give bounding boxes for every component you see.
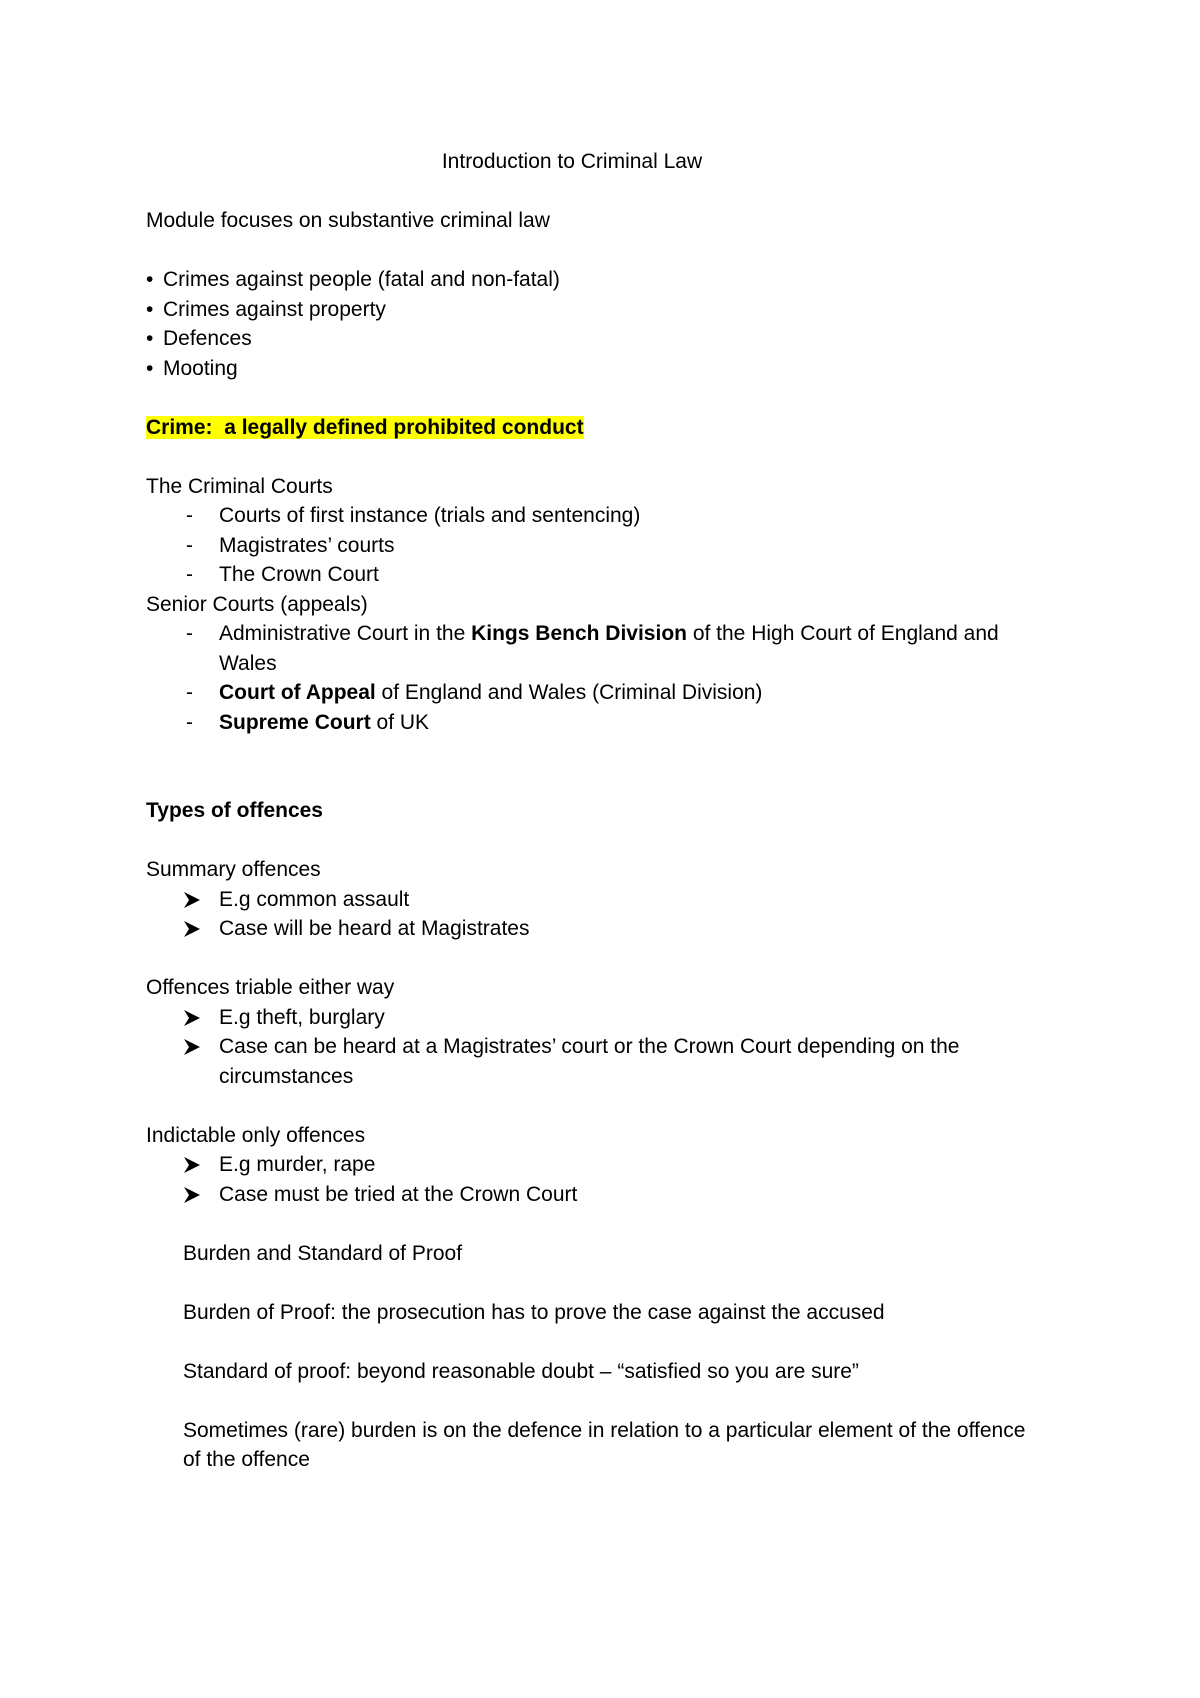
dash-icon: -: [186, 710, 193, 734]
bullet-icon: •: [146, 327, 154, 350]
bullet-icon: •: [146, 297, 154, 321]
criminal-courts-heading: The Criminal Courts: [146, 474, 333, 498]
indictable-heading: Indictable only offences: [146, 1123, 366, 1147]
summary-offences-list: [146, 885, 1046, 944]
document-title: Introduction to Criminal Law: [441, 150, 703, 173]
list-item: Case must be tried at the Crown Court: [146, 1180, 1046, 1210]
dash-icon: -: [186, 533, 193, 557]
module-intro: Module focuses on substantive criminal law: [146, 209, 550, 232]
list-item: • Crimes against people (fatal and non-fatal): [146, 265, 1046, 295]
arrow-bullet-icon: [182, 1009, 202, 1027]
crime-definition-text: a legally defined prohibited conduct: [212, 415, 584, 439]
list-item: - Court of Appeal of England and Wales (Criminal Division): [146, 678, 1046, 708]
list-item: - Administrative Court in the Kings Bench Division of the High Court of England and Wales: [146, 619, 1046, 678]
either-way-list: [146, 1003, 1046, 1092]
list-item: • Crimes against property: [146, 295, 1046, 325]
list-item: - Magistrates’ courts: [146, 531, 1046, 561]
bullet-icon: •: [146, 268, 154, 291]
module-topics-list: [146, 265, 1046, 383]
dash-icon: -: [186, 622, 193, 645]
list-item: • Defences: [146, 324, 1046, 354]
reverse-burden-note: Sometimes (rare) burden is on the defence in relation to a particular element of the offence of the offence: [183, 1418, 1026, 1471]
senior-courts-heading: Senior Courts (appeals): [146, 592, 368, 616]
arrow-bullet-icon: [182, 891, 202, 909]
crime-definition-highlight: [146, 416, 584, 439]
dash-icon: -: [186, 563, 193, 586]
criminal-courts-list: [146, 501, 1046, 590]
types-of-offences-heading: Types of offences: [146, 799, 323, 822]
either-way-heading: Offences triable either way: [146, 976, 395, 999]
proof-heading: Burden and Standard of Proof: [183, 1241, 463, 1265]
list-item: - Courts of first instance (trials and sentencing): [146, 501, 1046, 531]
list-item: - The Crown Court: [146, 560, 1046, 590]
list-item: E.g common assault: [146, 885, 1046, 915]
list-item: Case will be heard at Magistrates: [146, 914, 1046, 944]
list-item: Case can be heard at a Magistrates’ court or the Crown Court depending on the circumstances: [146, 1032, 1046, 1091]
list-item: E.g murder, rape: [146, 1150, 1046, 1180]
senior-courts-list: [146, 619, 1046, 737]
arrow-bullet-icon: [182, 920, 202, 938]
arrow-bullet-icon: [182, 1156, 202, 1174]
crime-definition: [146, 413, 1046, 443]
list-item: • Mooting: [146, 354, 1046, 384]
summary-offences-heading: Summary offences: [146, 858, 321, 881]
standard-of-proof: Standard of proof: beyond reasonable doubt – “satisfied so you are sure”: [183, 1359, 859, 1383]
list-item: E.g theft, burglary: [146, 1003, 1046, 1033]
burden-of-proof: Burden of Proof: the prosecution has to prove the case against the accused: [183, 1300, 885, 1324]
list-item: - Supreme Court of UK: [146, 708, 1046, 738]
arrow-bullet-icon: [182, 1038, 202, 1056]
crime-term: Crime:: [146, 415, 213, 439]
document-body: [146, 147, 1046, 1475]
bullet-icon: •: [146, 356, 154, 380]
dash-icon: -: [186, 681, 193, 704]
dash-icon: -: [186, 504, 193, 527]
arrow-bullet-icon: [182, 1186, 202, 1204]
indictable-list: [146, 1150, 1046, 1209]
